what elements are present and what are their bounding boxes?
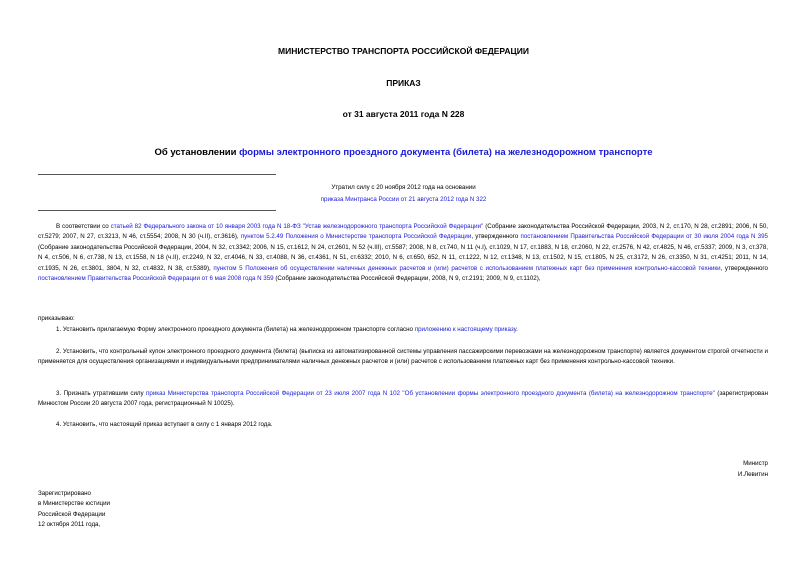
link-government-decree-395[interactable]: постановлением Правительства Российской Федерации от 30 июля 2004 года N 395 — [520, 233, 768, 241]
signature-block — [738, 459, 768, 480]
preamble-text-5: , утвержденного — [720, 264, 768, 272]
item-1 — [38, 325, 768, 335]
date-number-heading: от 31 августа 2011 года N 228 — [342, 109, 465, 119]
preamble-text-6: (Собрание законодательства Российской Федерации, 2008, N 9, ст.2191; 2009, N 9, ст.1102), — [273, 275, 541, 283]
ministry-heading: МИНИСТЕРСТВО ТРАНСПОРТА РОССИЙСКОЙ ФЕДЕРАЦИИ — [278, 46, 529, 56]
signature-name: И.Левитин — [737, 470, 768, 478]
preamble-text-1: В соответствии со — [56, 223, 111, 230]
item-2: 2. Установить, что контрольный купон электронного проездного документа (билета) (выписка из автоматизированной системы управления пассажирскими перевозками на железнодорожном транспорте) является документом строгой отчетности и применяется для осуществления организациями и индивидуальными предпринимателями наличных денежных расчетов и (или) расчетов с использованием платежных карт без применения контрольно-кассовой техники. — [38, 348, 768, 366]
bottom-divider — [38, 210, 276, 211]
top-divider — [38, 174, 276, 175]
item-3 — [38, 389, 768, 410]
doc-type-heading: ПРИКАЗ — [386, 78, 421, 88]
link-railway-charter[interactable]: статьей 82 Федерального закона от 10 января 2003 года N 18-ФЗ "Устав железнодорожного транспорта Российской Федерации" — [110, 223, 484, 230]
registration-line-2: в Министерстве юстиции — [38, 500, 111, 508]
preamble-paragraph — [38, 222, 768, 284]
preamble-text-4: (Собрание законодательства Российской Федерации, 2004, N 32, ст.3342; 2006, N 15, ст.1612, N 24, ст.2601, N 52 (ч.III), ст.5587; 2008, N 8, ст.740, N 11 (ч.I), ст.1029, N 17, ст.1883, N 18, ст.2060, N 22, ст.2576, N 42, ст.4825, N 46, ст.5337; 2009, N 3, ст.378, N 4, ст.506, N 6, ст.738, N 13, ст.1558, N 18 (ч.II), ст.2249, N 32, ст.4046, N 33, ст.4088, N 36, ст.4361, N 51, ст.6332; 2010, N 6, ст.650, 652, N 11, ст.1222, N 12, ст.1348, N 13, ст.1502, N 15, ст.1805, N 25, ст.3172, N 26, ст.3350, N 31, ст.4251; 2011, N 14, ст.1935, N 26, ст.3801, 3804, N 32, ст.4832, N 38, ст.5389), — [38, 243, 768, 272]
status-note-line1: Утратил силу с 20 ноября 2012 года на основании — [331, 184, 476, 191]
preamble-text-2: (Собрание законодательства Российской Федерации, 2003, N 2, ст.170, N 28, ст.2891; 2006, N 50, ст.5279; 2007, N 27, ст.3213, N 46, ст.5554; 2008, N 30 (ч.II), ст.3616), — [38, 223, 769, 241]
link-appendix[interactable]: приложению к настоящему приказу — [414, 326, 517, 333]
item-3-text: 3. Признать утратившим силу — [56, 390, 147, 397]
item-1-end: . — [516, 326, 518, 333]
registration-line-4: 12 октября 2011 года, — [38, 521, 101, 529]
link-government-decree-359[interactable]: постановлением Правительства Российской Федерации от 6 мая 2008 года N 359 — [38, 275, 274, 283]
order-word: приказываю: — [38, 315, 75, 322]
document-title — [0, 147, 807, 158]
status-note-link[interactable]: приказа Минтранса России от 21 августа 2012 года N 322 — [320, 196, 487, 203]
registration-line-3: Российской Федерации — [38, 510, 106, 518]
preamble-text-3: , утвержденного — [471, 233, 521, 241]
link-cash-settlement-regulation[interactable]: пунктом 5 Положения об осуществлении наличных денежных расчетов и (или) расчетов с использованием платежных карт без применения контрольно-кассовой техники — [213, 264, 721, 272]
link-ministry-regulation[interactable]: пунктом 5.2.49 Положения о Министерстве транспорта Российской Федерации — [240, 233, 472, 241]
registration-block — [38, 489, 110, 531]
title-prefix: Об установлении — [154, 147, 240, 158]
item-3-end: (зарегистрирован Минюстом России 20 августа 2007 года, регистрационный N 10025). — [38, 390, 768, 408]
title-link[interactable]: формы электронного проездного документа (билета) на железнодорожном транспорте — [239, 147, 653, 158]
signature-position: Министр — [743, 460, 768, 467]
item-1-text: 1. Установить прилагаемую Форму электронного проездного документа (билета) на железнодорожном транспорте согласно — [56, 326, 415, 333]
item-4: 4. Установить, что настоящий приказ вступает в силу с 1 января 2012 года. — [56, 421, 273, 428]
registration-line-1: Зарегистрировано — [38, 490, 91, 497]
link-order-102[interactable]: приказ Министерства транспорта Российской Федерации от 23 июля 2007 года N 102 "Об установлении формы электронного проездного документа (билета) на железнодорожном транспорте" — [146, 390, 715, 397]
